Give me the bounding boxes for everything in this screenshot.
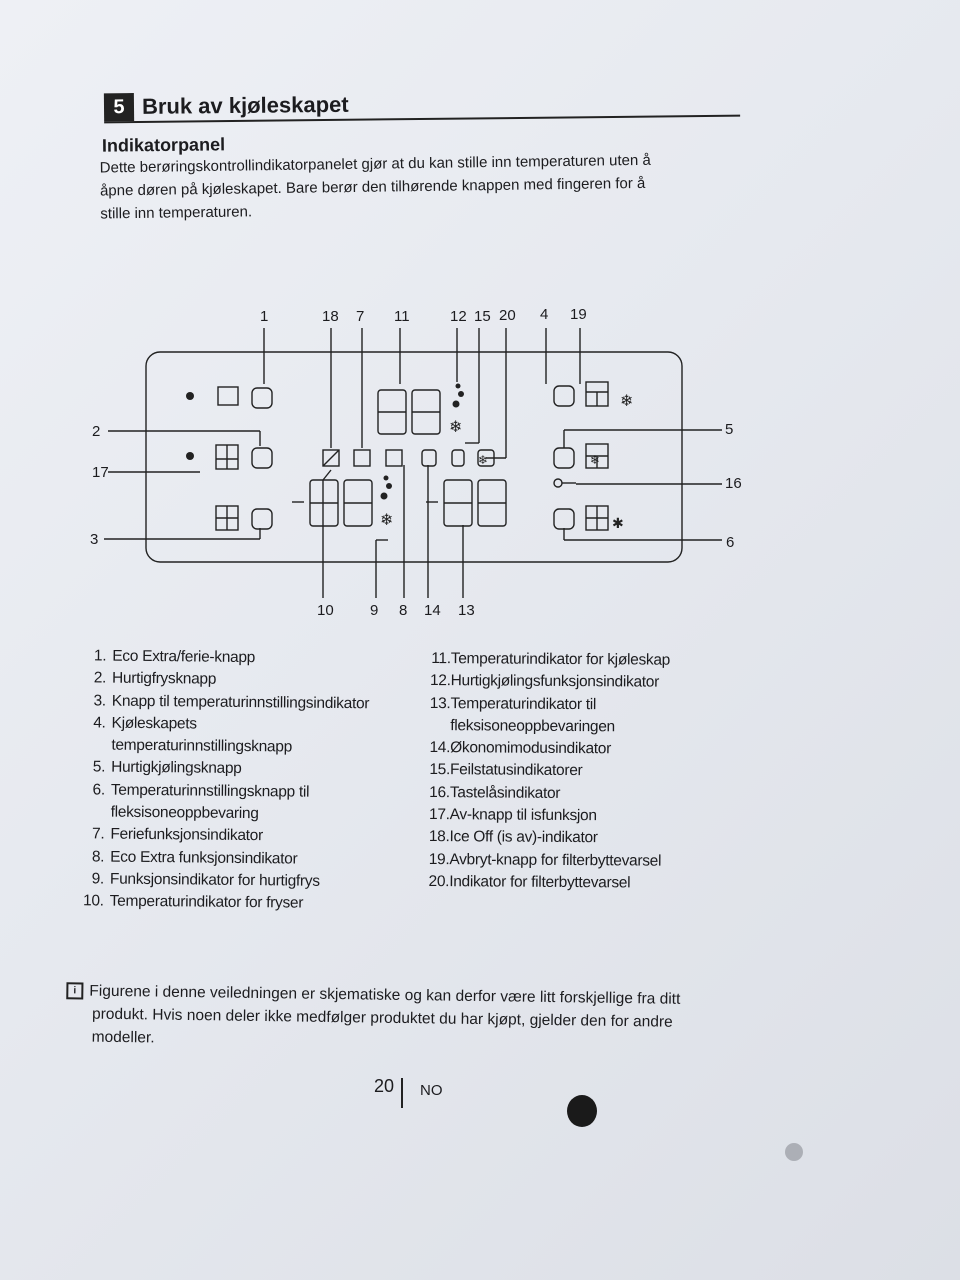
section-number: 5 — [104, 93, 134, 121]
callout-label: 9 — [370, 602, 379, 619]
item-number: 1. — [93, 647, 107, 665]
item-text: Økonomimodusindikator — [450, 739, 612, 758]
item-number: 14. — [429, 739, 451, 757]
item-number: 9. — [91, 870, 105, 888]
callout-label: 19 — [570, 306, 587, 323]
note-line: modeller. — [91, 1028, 155, 1047]
page-separator — [401, 1078, 403, 1108]
freezer-icon — [218, 387, 238, 405]
snowflake-icon: ❄ — [620, 391, 634, 410]
punch-hole — [785, 1143, 803, 1161]
legend-list-right — [417, 648, 719, 895]
item-text: Knapp til temperaturinnstillingsindikator — [111, 692, 370, 712]
disclaimer-note — [66, 979, 747, 1057]
item-text: Av-knapp til isfunksjon — [449, 806, 597, 825]
list-item — [418, 693, 718, 717]
list-item — [419, 670, 719, 694]
callout-label: 2 — [92, 423, 101, 440]
section-title: Bruk av kjøleskapet — [141, 91, 349, 119]
item-number: 13. — [429, 694, 451, 712]
quick-cool-button — [554, 448, 574, 468]
item-text: Funksjonsindikator for hurtigfrys — [109, 870, 320, 890]
list-item — [75, 890, 415, 916]
indicator-panel-diagram — [80, 300, 770, 630]
list-item — [419, 648, 719, 672]
callout-label: 10 — [317, 602, 334, 619]
item-number: 3. — [93, 691, 106, 710]
callout-label: 7 — [356, 308, 365, 325]
snowflake-icon: ❄ — [449, 417, 463, 436]
vacation-icon — [354, 450, 370, 466]
item-text: fleksisoneoppbevaringen — [450, 717, 615, 736]
quick-freeze-button — [252, 448, 272, 468]
callout-label: 17 — [92, 464, 109, 481]
item-number: 20. — [428, 872, 450, 891]
callout-label: 4 — [540, 306, 549, 323]
callout-label: 3 — [90, 531, 99, 548]
item-text: Avbryt-knapp for filterbyttevarsel — [449, 850, 662, 870]
info-icon: i — [66, 983, 83, 1000]
intro-line: stille inn temperaturen. — [100, 203, 253, 223]
subheading: Indikatorpanel — [101, 134, 226, 156]
item-number: 12. — [429, 672, 451, 690]
legend-list-left — [75, 645, 418, 916]
item-text: Temperaturindikator for fryser — [109, 892, 304, 912]
fridge-temp-button — [554, 386, 574, 406]
note-line: produkt. Hvis noen deler ikke medfølger produktet du har kjøpt, gjelder den for andre — [91, 1005, 673, 1031]
item-text: Temperaturinnstillingsknapp til — [110, 781, 310, 801]
callout-label: 8 — [399, 602, 408, 619]
callout-label: 6 — [726, 534, 735, 551]
page-number: 20 — [374, 1076, 395, 1096]
eco-extra-icon — [386, 450, 402, 466]
item-number: 11. — [431, 650, 451, 668]
callout-label: 18 — [322, 308, 339, 325]
item-text: Eco Extra/ferie-knapp — [112, 647, 256, 667]
callout-label: 11 — [394, 308, 410, 325]
item-text: Hurtigkjølingsknapp — [111, 759, 242, 778]
list-item-cont — [418, 715, 718, 739]
item-number: 15. — [429, 761, 451, 779]
item-text: Feilstatusindikatorer — [449, 761, 583, 780]
item-text: fleksisoneoppbevaring — [110, 803, 259, 823]
callout-label: 15 — [474, 308, 491, 325]
item-text: Ice Off (is av)-indikator — [449, 828, 598, 847]
flexizone-temp-button — [554, 509, 574, 529]
snowflake-icon: ❄ — [590, 453, 601, 467]
item-text: Kjøleskapets — [111, 714, 197, 733]
panel-drawing — [80, 300, 770, 630]
list-item — [417, 826, 717, 850]
callout-label: 13 — [458, 602, 475, 619]
item-text: Temperaturindikator for kjøleskap — [450, 650, 671, 669]
key-lock-icon — [554, 479, 562, 487]
list-item — [418, 737, 718, 761]
item-text: Indikator for filterbyttevarsel — [449, 873, 631, 892]
intro-line: Dette berøringskontrollindikatorpanelet gjør at du kan stille inn temperaturen uten å — [99, 151, 651, 177]
item-text: temperaturinnstillingsknapp — [111, 736, 293, 756]
callout-label: 20 — [499, 307, 516, 324]
item-number: 16. — [429, 783, 450, 801]
snowflake-icon: ❄ — [380, 510, 394, 529]
item-number: 5. — [92, 758, 106, 777]
item-number: 10. — [82, 892, 104, 910]
error-status-icon — [452, 450, 464, 466]
snowflake-icon: ❄ — [478, 453, 489, 467]
eco-mode-icon — [422, 450, 436, 466]
item-text: Eco Extra funksjonsindikator — [110, 848, 298, 868]
callout-label: 16 — [725, 475, 742, 492]
callout-label: 1 — [260, 308, 269, 325]
punch-hole — [567, 1095, 597, 1127]
item-text: Tastelåsindikator — [449, 783, 561, 802]
list-item — [418, 804, 718, 828]
item-number: 4. — [93, 714, 106, 732]
list-item — [418, 759, 718, 783]
eco-extra-button — [252, 388, 272, 408]
item-number: 19. — [428, 850, 450, 868]
item-number: 7. — [92, 825, 105, 843]
item-number: 8. — [91, 848, 105, 866]
callout-label: 14 — [424, 602, 441, 619]
item-number: 17. — [428, 806, 450, 824]
callout-label: 12 — [450, 308, 467, 325]
item-number: 18. — [428, 828, 450, 846]
intro-paragraph — [100, 148, 741, 226]
item-text: Temperaturindikator til — [450, 694, 597, 713]
item-text: Hurtigkjølingsfunksjonsindikator — [450, 672, 660, 691]
sparkle-icon: ✱ — [612, 516, 624, 532]
note-line: Figurene i denne veiledningen er skjematiske og kan derfor være litt forskjellige fra ditt — [89, 982, 681, 1008]
callout-label: 5 — [725, 421, 734, 438]
intro-line: åpne døren på kjøleskapet. Bare berør den tilhørende knappen med fingeren for å — [99, 174, 646, 200]
item-text: Hurtigfrysknapp — [111, 669, 217, 688]
item-number: 2. — [93, 669, 107, 687]
list-item — [417, 849, 717, 873]
item-number: 6. — [92, 781, 105, 799]
page-language: NO — [420, 1082, 443, 1099]
list-item — [418, 782, 718, 806]
temp-setting-indicator-button — [252, 509, 272, 529]
list-item — [417, 871, 717, 895]
item-text: Feriefunksjonsindikator — [110, 825, 263, 845]
